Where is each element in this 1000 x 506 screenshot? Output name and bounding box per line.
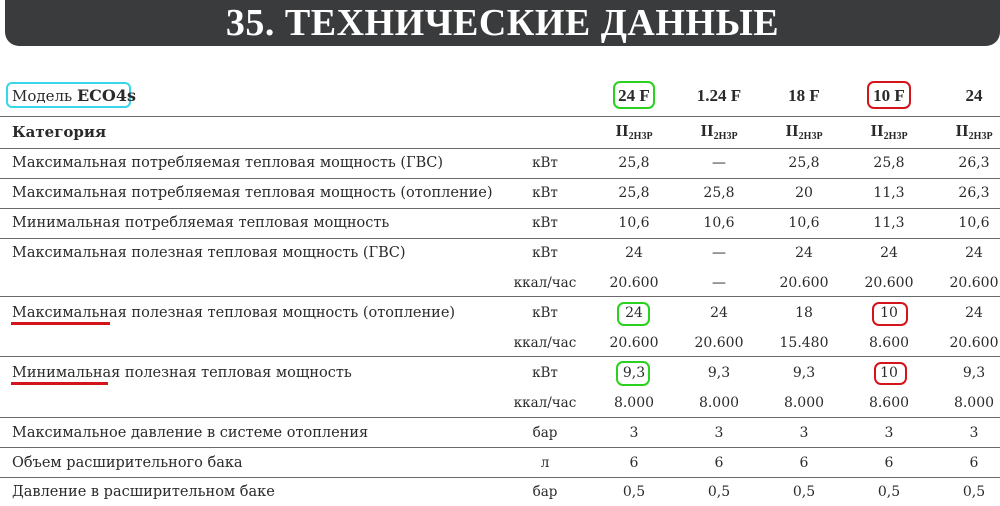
value-cell: 24: [880, 245, 898, 261]
value-cell: 24: [710, 305, 728, 321]
value-cell: 3: [714, 425, 724, 441]
value-cell: 0,5: [877, 484, 901, 500]
row-unit: л: [540, 455, 550, 471]
value-cell: 3: [969, 425, 979, 441]
category-value: $II_{2H3P}$: [700, 121, 738, 142]
row-label: Минимальная полезная тепловая мощность: [12, 365, 352, 381]
row-unit: кВт: [532, 305, 558, 321]
category-value: $II_{2H3P}$: [615, 121, 653, 142]
value-cell: 20: [795, 185, 813, 201]
title-banner: [5, 0, 1000, 46]
value-cell: 24: [625, 245, 643, 261]
highlight-circle-red: [872, 302, 908, 326]
row-unit: ккал/час: [513, 395, 577, 411]
value-cell: 20.600: [949, 335, 999, 351]
model-prefix: Модель: [12, 87, 73, 105]
value-cell: 3: [884, 425, 894, 441]
row-label: Максимальное давление в системе отопления: [12, 425, 369, 441]
divider: [0, 477, 1000, 478]
value-cell: 0,5: [962, 484, 986, 500]
row-label: Объем расширительного бака: [12, 455, 243, 471]
value-cell: 6: [714, 455, 724, 471]
value-cell: 6: [629, 455, 639, 471]
value-cell: 8.000: [698, 395, 740, 411]
value-cell: —: [712, 275, 726, 291]
value-cell: 15.480: [779, 335, 829, 351]
value-cell: 11,3: [873, 215, 905, 231]
row-unit: ккал/час: [513, 275, 577, 291]
value-cell: 24: [795, 245, 813, 261]
value-cell: 10: [880, 365, 898, 381]
value-cell: 20.600: [864, 275, 914, 291]
highlight-circle-24f-header: [613, 81, 655, 109]
value-cell: 25,8: [788, 155, 820, 171]
divider: [0, 178, 1000, 179]
value-cell: 8.600: [868, 335, 910, 351]
row-unit: кВт: [532, 185, 558, 201]
row-unit: кВт: [532, 215, 558, 231]
column-header-24: 24: [965, 86, 983, 105]
row-unit: кВт: [532, 365, 558, 381]
value-cell: 10,6: [788, 215, 820, 231]
row-label: Максимальная полезная тепловая мощность (отопление): [12, 305, 456, 321]
category-value: $II_{2H3P}$: [785, 121, 823, 142]
value-cell: 9,3: [962, 365, 986, 381]
model-name: ECO4s: [76, 86, 136, 105]
column-header-18f: 18 F: [788, 86, 820, 105]
value-cell: 10,6: [958, 215, 990, 231]
red-underline: [11, 382, 108, 385]
value-cell: 11,3: [873, 185, 905, 201]
value-cell: 20.600: [609, 335, 659, 351]
highlight-circle-green: [616, 361, 650, 386]
divider: [0, 417, 1000, 418]
value-cell: 25,8: [703, 185, 735, 201]
value-cell: 24: [625, 305, 643, 321]
row-unit: кВт: [532, 155, 558, 171]
divider: [0, 238, 1000, 239]
value-cell: 20.600: [949, 275, 999, 291]
value-cell: 3: [799, 425, 809, 441]
divider: [0, 296, 1000, 297]
divider: [0, 148, 1000, 149]
category-value: $II_{2H3P}$: [955, 121, 993, 142]
value-cell: 3: [629, 425, 639, 441]
row-label: Максимальная полезная тепловая мощность (ГВС): [12, 245, 406, 261]
value-cell: 8.600: [868, 395, 910, 411]
value-cell: 25,8: [618, 155, 650, 171]
value-cell: —: [712, 245, 726, 261]
highlight-circle-red: [874, 362, 907, 385]
value-cell: 9,3: [707, 365, 731, 381]
value-cell: 25,8: [873, 155, 905, 171]
column-header-24f: 24 F: [618, 86, 650, 105]
value-cell: 0,5: [622, 484, 646, 500]
value-cell: 24: [965, 305, 983, 321]
value-cell: 6: [799, 455, 809, 471]
value-cell: 10,6: [618, 215, 650, 231]
value-cell: 20.600: [609, 275, 659, 291]
highlight-circle-green: [617, 302, 650, 326]
column-header-10f: 10 F: [873, 86, 905, 105]
row-unit: бар: [532, 425, 558, 441]
value-cell: 8.000: [953, 395, 995, 411]
row-label: Минимальная потребляемая тепловая мощность: [12, 215, 390, 231]
value-cell: 9,3: [792, 365, 816, 381]
model-label: [12, 86, 136, 105]
value-cell: 8.000: [783, 395, 825, 411]
value-cell: 20.600: [779, 275, 829, 291]
column-header-1-24f: 1.24 F: [696, 86, 742, 105]
row-unit: ккал/час: [513, 335, 577, 351]
row-label: Давление в расширительном баке: [12, 484, 275, 500]
red-underline: [11, 322, 110, 325]
row-label: Максимальная потребляемая тепловая мощность (ГВС): [12, 155, 444, 171]
category-value: $II_{2H3P}$: [870, 121, 908, 142]
value-cell: 24: [965, 245, 983, 261]
category-label: Категория: [12, 123, 107, 141]
value-cell: 26,3: [958, 185, 990, 201]
value-cell: 0,5: [792, 484, 816, 500]
value-cell: 8.000: [613, 395, 655, 411]
row-unit: кВт: [532, 245, 558, 261]
value-cell: 6: [969, 455, 979, 471]
value-cell: 10: [880, 305, 898, 321]
highlight-circle-10f-header: [867, 81, 911, 109]
row-unit: бар: [532, 484, 558, 500]
divider: [0, 356, 1000, 357]
value-cell: —: [712, 155, 726, 171]
value-cell: 0,5: [707, 484, 731, 500]
value-cell: 10,6: [703, 215, 735, 231]
divider: [0, 208, 1000, 209]
divider: [0, 116, 1000, 117]
value-cell: 18: [795, 305, 813, 321]
page-title: 35. ТЕХНИЧЕСКИЕ ДАННЫЕ: [225, 2, 780, 44]
value-cell: 26,3: [958, 155, 990, 171]
row-label: Максимальная потребляемая тепловая мощность (отопление): [12, 185, 493, 201]
value-cell: 20.600: [694, 335, 744, 351]
value-cell: 6: [884, 455, 894, 471]
value-cell: 25,8: [618, 185, 650, 201]
value-cell: 9,3: [622, 365, 646, 381]
divider: [0, 447, 1000, 448]
